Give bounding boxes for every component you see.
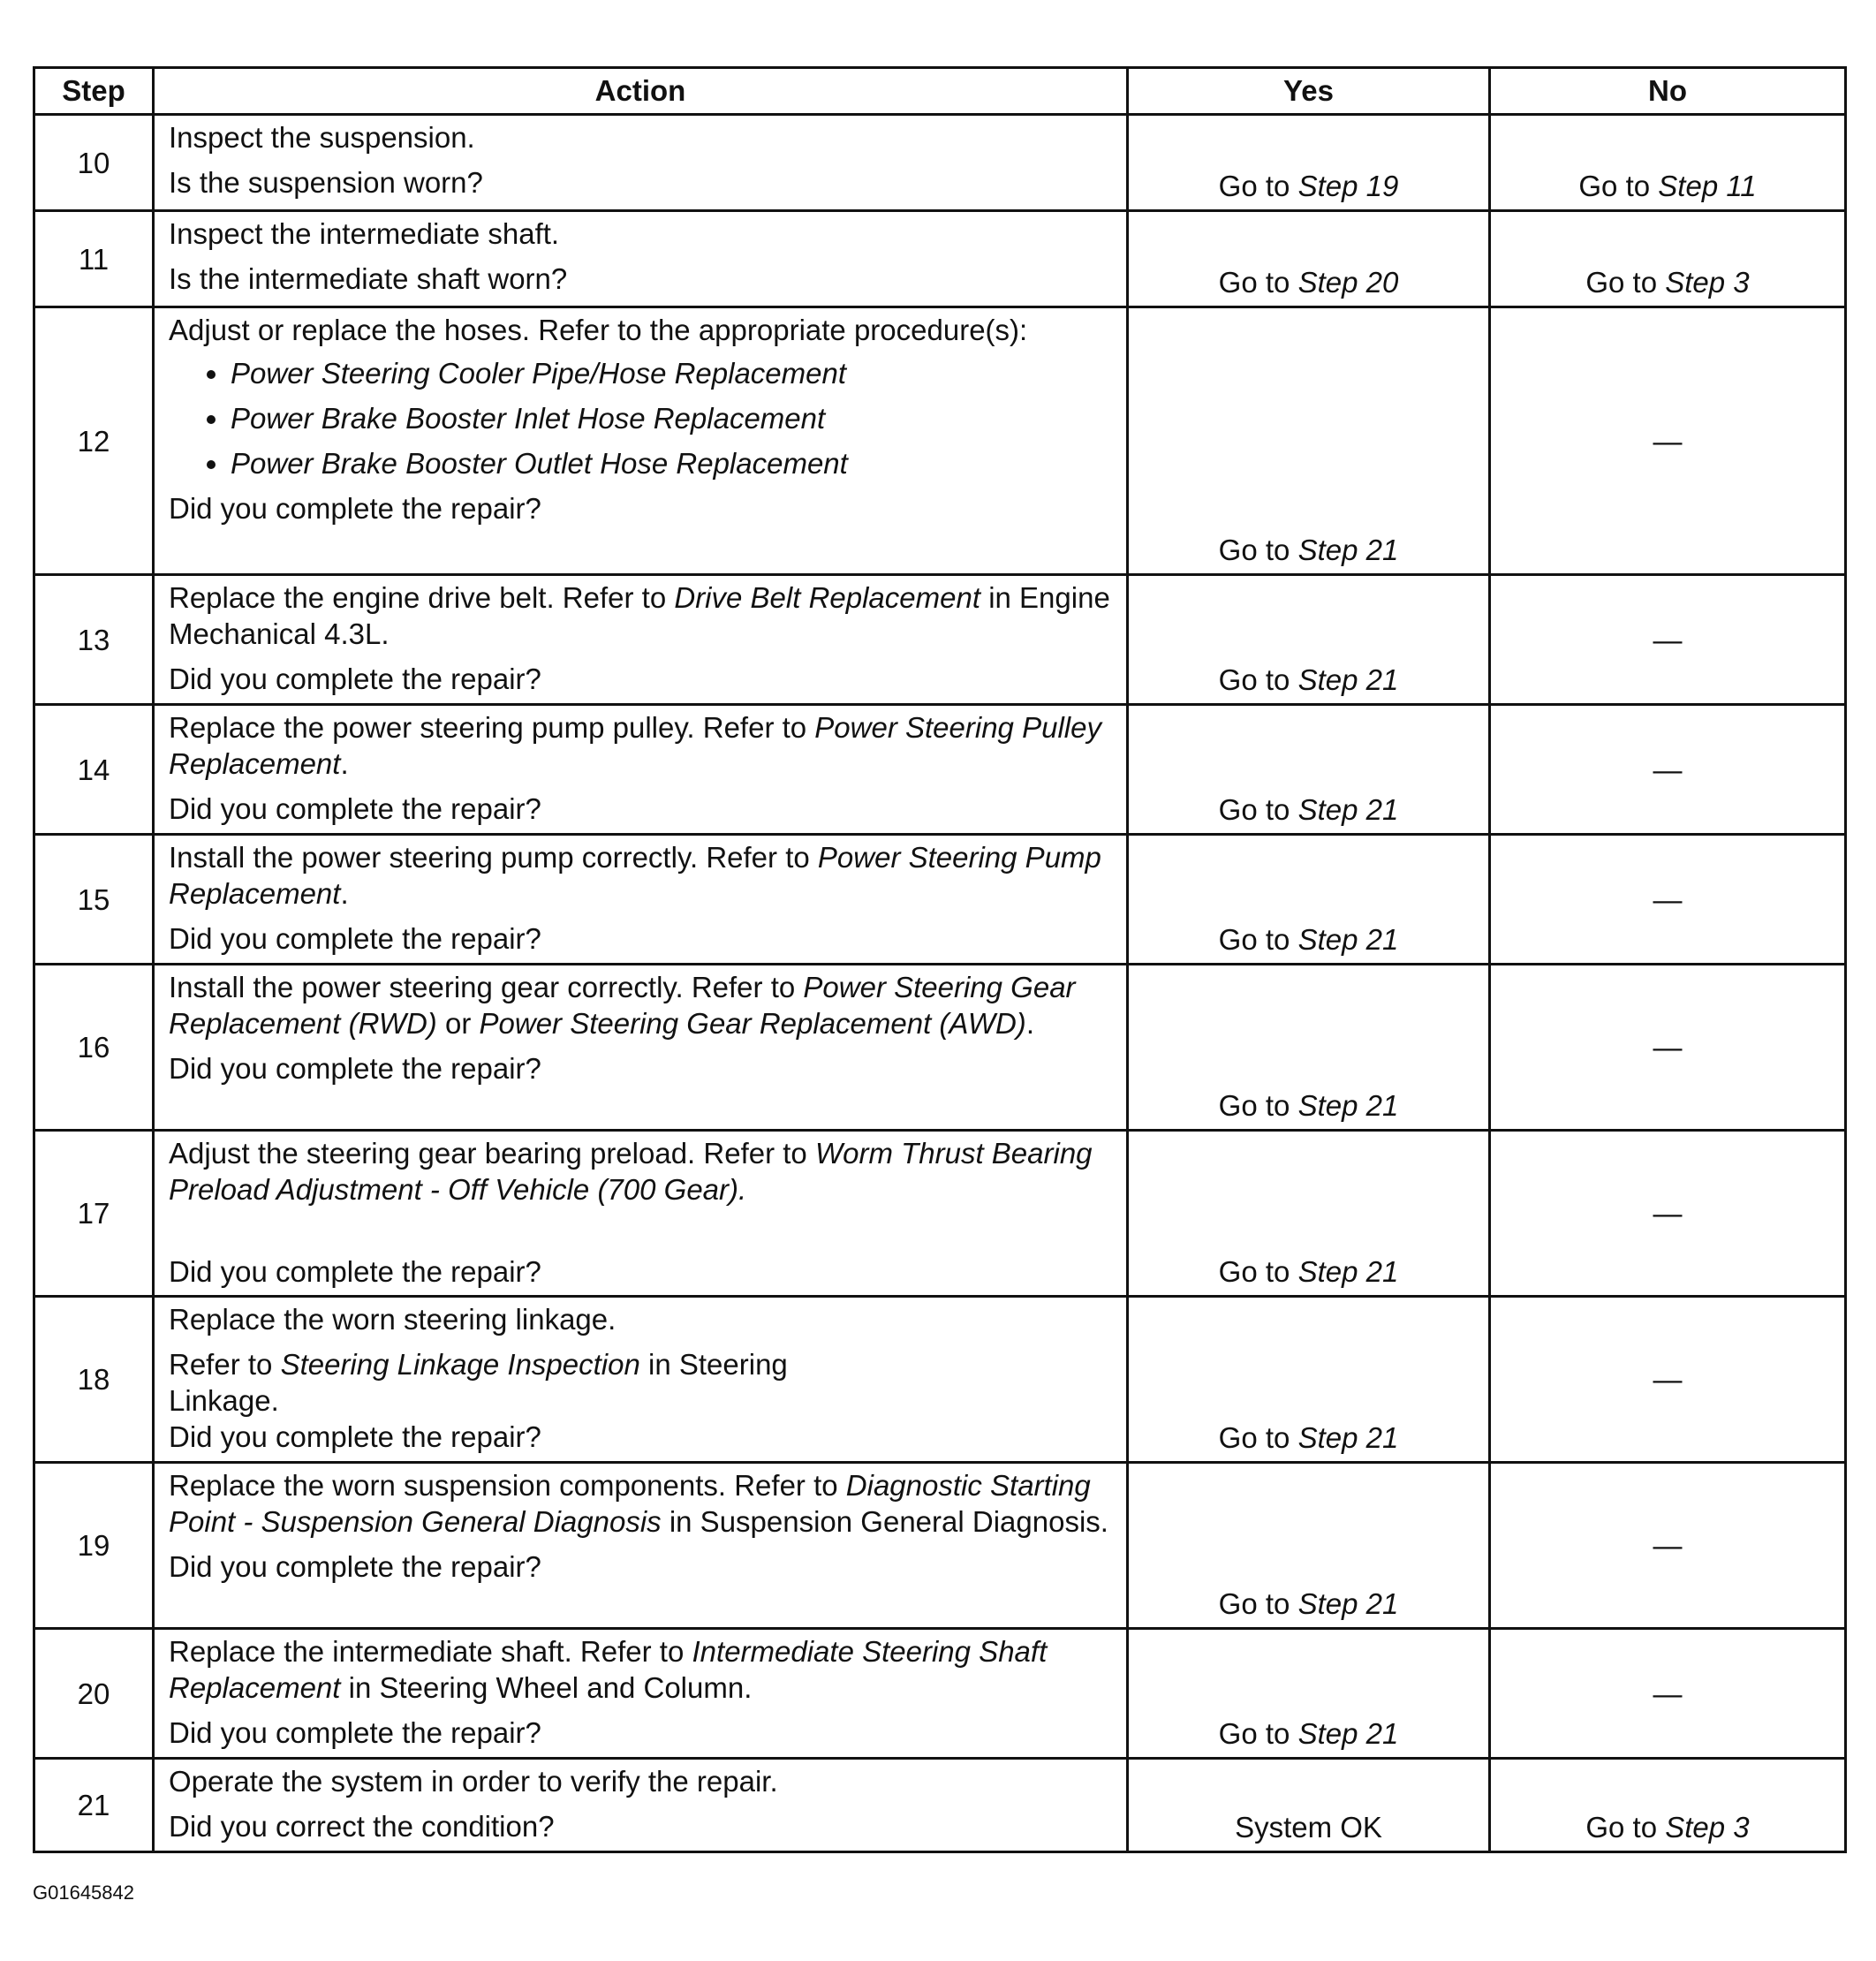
table-row: [34, 1629, 1846, 1759]
action-cell: [154, 575, 1128, 705]
no-cell: —: [1490, 965, 1846, 1131]
yes-step-link[interactable]: Step 21: [1297, 923, 1399, 956]
step-number: 11: [34, 211, 154, 307]
yes-step-link[interactable]: Step 20: [1297, 266, 1399, 299]
table-row: [34, 705, 1846, 835]
procedure-link[interactable]: Diagnostic Starting Point - Suspension General Diagnosis: [169, 1469, 1091, 1538]
procedure-link[interactable]: Power Steering Gear Replacement (AWD): [479, 1007, 1026, 1040]
action-text-part: in Suspension General Diagnosis.: [669, 1505, 1108, 1538]
yes-step-link[interactable]: Step 21: [1297, 1421, 1399, 1454]
table-row: [34, 1131, 1846, 1297]
action-text: Replace the worn steering linkage.: [169, 1303, 617, 1336]
header-step: Step: [34, 68, 154, 115]
yes-cell: [1128, 1463, 1490, 1629]
action-text-part: Refer to: [169, 1348, 273, 1381]
step-number: 20: [34, 1629, 154, 1759]
procedure-link[interactable]: Drive Belt Replacement: [674, 581, 981, 614]
action-text-part: in Steering Wheel and Column.: [348, 1671, 753, 1704]
no-prefix: Go to: [1585, 266, 1658, 299]
yes-cell: System OK: [1128, 1759, 1490, 1852]
yes-prefix: Go to: [1218, 1255, 1290, 1288]
action-text: [169, 1467, 1114, 1540]
action-text-part: or: [444, 1007, 472, 1040]
no-prefix: Go to: [1578, 170, 1651, 202]
step-number: 15: [34, 835, 154, 965]
action-question: Is the suspension worn?: [169, 166, 483, 199]
yes-cell: [1128, 211, 1490, 307]
action-question: Did you complete the repair?: [169, 1420, 541, 1453]
action-text: [169, 1633, 1114, 1706]
action-text-part: in Steering Linkage.: [169, 1348, 788, 1417]
diagnostic-table: [33, 66, 1847, 1853]
table-row: [34, 1759, 1846, 1852]
action-text-part: Adjust the steering gear bearing preload. Refer to: [169, 1137, 807, 1170]
action-question: Did you complete the repair?: [169, 1716, 541, 1749]
yes-prefix: Go to: [1218, 793, 1290, 826]
action-cell: [154, 1463, 1128, 1629]
yes-prefix: Go to: [1218, 266, 1290, 299]
table-row: [34, 575, 1846, 705]
yes-prefix: Go to: [1218, 1717, 1290, 1750]
procedure-link[interactable]: Worm Thrust Bearing Preload Adjustment - Off Vehicle (700 Gear).: [169, 1137, 1093, 1206]
table-row: [34, 965, 1846, 1131]
action-cell: [154, 1297, 1128, 1463]
no-cell: [1490, 211, 1846, 307]
header-row: [34, 68, 1846, 115]
procedure-link[interactable]: Intermediate Steering Shaft Replacement: [169, 1635, 1048, 1704]
table-row: [34, 307, 1846, 575]
action-cell: [154, 835, 1128, 965]
yes-step-link[interactable]: Step 21: [1297, 1089, 1399, 1122]
action-text-part: Replace the worn suspension components. Refer to: [169, 1469, 838, 1502]
yes-cell: [1128, 705, 1490, 835]
action-text-part: Install the power steering gear correctly. Refer to: [169, 971, 796, 1003]
procedure-link[interactable]: • Power Brake Booster Inlet Hose Replacement: [231, 400, 1114, 436]
no-step-link[interactable]: Step 11: [1658, 170, 1757, 202]
yes-prefix: Go to: [1218, 1421, 1290, 1454]
action-cell: [154, 705, 1128, 835]
action-question: Did you complete the repair?: [169, 1052, 541, 1085]
action-question: Did you correct the condition?: [169, 1810, 555, 1843]
step-number: 18: [34, 1297, 154, 1463]
procedure-link[interactable]: • Power Steering Cooler Pipe/Hose Replacement: [231, 355, 1114, 391]
action-text: [169, 1346, 875, 1419]
yes-cell: [1128, 1131, 1490, 1297]
action-text: [169, 1135, 1114, 1208]
step-number: 21: [34, 1759, 154, 1852]
action-cell: [154, 965, 1128, 1131]
header-yes: Yes: [1128, 68, 1490, 115]
header-no: No: [1490, 68, 1846, 115]
action-question: Did you complete the repair?: [169, 662, 541, 695]
procedure-link[interactable]: Power Steering Gear Replacement (RWD): [169, 971, 1076, 1040]
no-cell: —: [1490, 1463, 1846, 1629]
action-cell: [154, 307, 1128, 575]
table-row: [34, 1463, 1846, 1629]
action-text: Operate the system in order to verify the repair.: [169, 1765, 778, 1798]
yes-prefix: Go to: [1218, 1587, 1290, 1620]
action-text: Inspect the suspension.: [169, 121, 475, 154]
procedure-link[interactable]: Steering Linkage Inspection: [280, 1348, 640, 1381]
action-text: [169, 579, 1114, 652]
table-row: [34, 1297, 1846, 1463]
action-question: Is the intermediate shaft worn?: [169, 262, 568, 295]
table-row: [34, 835, 1846, 965]
figure-id: G01645842: [33, 1882, 134, 1904]
yes-prefix: Go to: [1218, 663, 1290, 696]
no-cell: —: [1490, 1297, 1846, 1463]
no-prefix: Go to: [1585, 1811, 1658, 1844]
action-cell: [154, 115, 1128, 211]
action-text: Adjust or replace the hoses. Refer to the appropriate procedure(s):: [169, 314, 1028, 346]
yes-step-link[interactable]: Step 21: [1297, 534, 1399, 566]
action-question: Did you complete the repair?: [169, 792, 541, 825]
no-cell: —: [1490, 705, 1846, 835]
action-question: Did you complete the repair?: [169, 922, 541, 955]
yes-step-link[interactable]: Step 21: [1297, 793, 1399, 826]
step-number: 17: [34, 1131, 154, 1297]
yes-prefix: Go to: [1218, 534, 1290, 566]
action-cell: [154, 1759, 1128, 1852]
action-cell: [154, 1131, 1128, 1297]
action-text: [169, 969, 1114, 1041]
table-row: [34, 211, 1846, 307]
step-number: 10: [34, 115, 154, 211]
procedure-list: [169, 355, 1114, 481]
no-cell: —: [1490, 835, 1846, 965]
yes-step-link[interactable]: Step 19: [1297, 170, 1399, 202]
action-question: Did you complete the repair?: [169, 1255, 541, 1288]
yes-cell: [1128, 1629, 1490, 1759]
yes-cell: [1128, 307, 1490, 575]
action-text: [169, 709, 1114, 782]
action-text-part: Replace the power steering pump pulley. Refer to: [169, 711, 807, 744]
action-question: Did you complete the repair?: [169, 492, 541, 525]
action-text-part: .: [340, 877, 349, 910]
no-step-link[interactable]: Step 3: [1665, 1811, 1750, 1844]
yes-prefix: Go to: [1218, 923, 1290, 956]
action-text-part: .: [1025, 1007, 1034, 1040]
action-cell: [154, 211, 1128, 307]
yes-cell: [1128, 835, 1490, 965]
no-cell: —: [1490, 307, 1846, 575]
action-cell: [154, 1629, 1128, 1759]
action-text-part: Replace the engine drive belt. Refer to: [169, 581, 667, 614]
yes-cell: [1128, 115, 1490, 211]
yes-prefix: Go to: [1218, 170, 1290, 202]
procedure-link[interactable]: Power Steering Pump Replacement: [169, 841, 1101, 910]
action-text: Inspect the intermediate shaft.: [169, 217, 560, 250]
yes-step-link[interactable]: Step 21: [1297, 1587, 1399, 1620]
action-text-part: .: [340, 747, 349, 780]
no-cell: —: [1490, 1629, 1846, 1759]
yes-cell: [1128, 965, 1490, 1131]
action-text-part: in Engine Mechanical 4.3L.: [169, 581, 1110, 650]
header-action: Action: [154, 68, 1128, 115]
no-cell: [1490, 115, 1846, 211]
table-row: [34, 115, 1846, 211]
no-cell: —: [1490, 575, 1846, 705]
yes-prefix: Go to: [1218, 1089, 1290, 1122]
yes-step-link[interactable]: Step 21: [1297, 663, 1399, 696]
no-cell: —: [1490, 1131, 1846, 1297]
step-number: 13: [34, 575, 154, 705]
action-text-part: Install the power steering pump correctly. Refer to: [169, 841, 810, 874]
step-number: 19: [34, 1463, 154, 1629]
procedure-link[interactable]: Power Steering Pulley Replacement: [169, 711, 1101, 780]
yes-cell: [1128, 1297, 1490, 1463]
step-number: 14: [34, 705, 154, 835]
no-step-link[interactable]: Step 3: [1665, 266, 1750, 299]
yes-step-link[interactable]: Step 21: [1297, 1255, 1399, 1288]
yes-step-link[interactable]: Step 21: [1297, 1717, 1399, 1750]
action-text-part: Replace the intermediate shaft. Refer to: [169, 1635, 685, 1668]
step-number: 16: [34, 965, 154, 1131]
action-question: Did you complete the repair?: [169, 1550, 541, 1583]
yes-cell: [1128, 575, 1490, 705]
step-number: 12: [34, 307, 154, 575]
action-text: [169, 839, 1114, 912]
no-cell: [1490, 1759, 1846, 1852]
procedure-link[interactable]: • Power Brake Booster Outlet Hose Replacement: [231, 445, 1114, 481]
